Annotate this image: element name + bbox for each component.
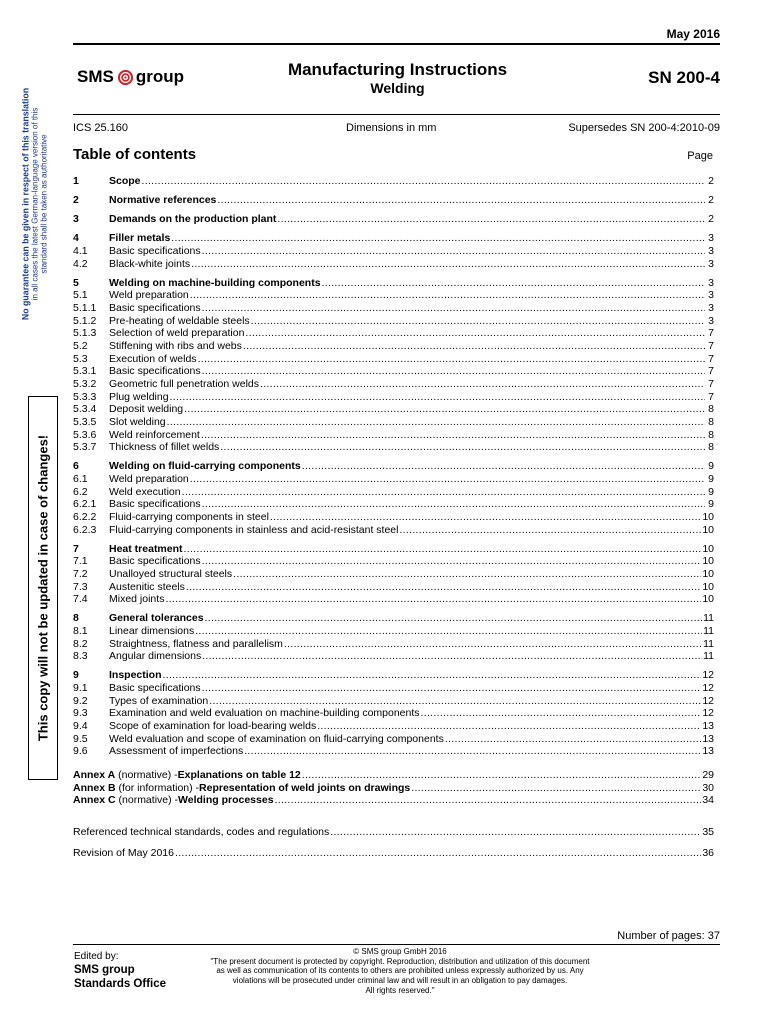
toc-entry-number: 9.1 (73, 682, 88, 695)
toc-entry-title: Welding on fluid-carrying components (109, 460, 301, 473)
toc-entry-page: 7 (708, 327, 714, 340)
translation-disclaimer (18, 48, 52, 360)
toc-entry-number: 6.2 (73, 485, 88, 498)
toc-extra-page: 35 (702, 826, 714, 838)
toc-entry-title: Filler metals (109, 232, 171, 245)
toc-leader-dots (251, 315, 705, 328)
toc-heading: Table of contents (73, 146, 197, 163)
toc-entry-number: 6.2.1 (73, 498, 97, 511)
toc-entry-page: 13 (702, 719, 714, 732)
header-rule-bottom (73, 114, 720, 115)
toc-entry[interactable] (73, 581, 714, 594)
toc-entry-number: 8.1 (73, 625, 88, 637)
annex-entry[interactable] (73, 769, 714, 782)
toc-entry[interactable] (73, 277, 714, 290)
toc-entry-page: 11 (703, 637, 714, 650)
toc-leader-dots (198, 353, 705, 366)
toc-entry-page: 7 (708, 340, 714, 353)
toc-leader-dots (175, 847, 701, 860)
org-line-2: Standards Office (74, 978, 167, 990)
org-line-1: SMS group (74, 964, 135, 976)
toc-entry-title: Basic specifications (109, 682, 201, 695)
toc-entry-number: 5.1 (73, 289, 88, 302)
toc-leader-dots (201, 429, 705, 442)
toc-entry-title: Straightness, flatness and parallelism (109, 637, 283, 650)
toc-leader-dots (190, 473, 705, 486)
toc-entry-page: 10 (702, 580, 714, 593)
toc-leader-dots (302, 769, 702, 782)
toc-entry-title: Normative references (109, 194, 217, 207)
update-notice-box (28, 396, 58, 780)
toc-entry-number: 6.1 (73, 472, 88, 485)
toc-entry-number: 9.2 (73, 694, 88, 707)
toc-leader-dots (330, 826, 701, 839)
toc-leader-dots (220, 441, 705, 454)
toc-entry-title: Basic specifications (109, 245, 201, 258)
toc-leader-dots (284, 638, 702, 651)
toc-entry-number: 9 (73, 669, 79, 682)
toc-entry[interactable] (73, 416, 714, 429)
toc-entry[interactable] (73, 353, 714, 366)
toc-leader-dots (184, 543, 702, 556)
toc-entry-page: 13 (702, 732, 714, 745)
toc-leader-dots (270, 511, 701, 524)
toc-entry-page: 11 (703, 650, 714, 663)
toc-entry-title: Weld execution (109, 485, 181, 498)
toc-entry-title: Assessment of imperfections (109, 745, 244, 758)
legal-line-1: "The present document is protected by copyright. Reproduction, distribution and utilization of this document (210, 956, 590, 966)
disclaimer-line-2: in all cases the latest German-language version of this (30, 107, 40, 301)
toc-entry-page: 10 (702, 555, 714, 568)
toc-leader-dots (421, 707, 702, 720)
toc-entry-page: 9 (708, 485, 714, 498)
toc-entry-number: 8 (73, 612, 79, 625)
toc-entry-title: Plug welding (109, 390, 169, 403)
toc-leader-dots (302, 460, 705, 473)
toc-leader-dots (411, 782, 701, 795)
toc-entry-number: 7.1 (73, 555, 88, 568)
supersedes-note: Supersedes SN 200-4:2010-09 (568, 122, 720, 134)
copyright-line: © SMS group GmbH 2016 (353, 947, 447, 956)
toc-page-label: Page (687, 150, 713, 162)
toc-entry-page: 2 (708, 194, 714, 207)
toc-entry-page: 10 (702, 510, 714, 523)
toc-leader-dots (170, 391, 705, 404)
toc-entry-number: 5 (73, 276, 79, 289)
toc-entry-title: Basic specifications (109, 302, 201, 315)
toc-entry[interactable] (73, 378, 714, 391)
toc-entry-title: Unalloyed structural steels (109, 567, 233, 580)
header-rule-top (73, 43, 720, 45)
toc-entry[interactable] (73, 543, 714, 556)
annex-list (73, 769, 714, 807)
ics-code: ICS 25.160 (73, 122, 129, 134)
toc-entry-number: 5.2 (73, 340, 88, 353)
toc-entry[interactable] (73, 365, 714, 378)
toc-entry-title: Black-white joints (109, 257, 191, 270)
toc-entry-number: 5.3.3 (73, 390, 97, 403)
toc-entry[interactable] (73, 682, 714, 695)
legal-line-2: as well as communication of its contents to others are prohibited unless expressly authorized by us. Any (216, 966, 584, 976)
toc-leader-dots (244, 745, 701, 758)
toc-entry-title: Scope of examination for load-bearing welds (109, 719, 317, 732)
toc-entry[interactable] (73, 289, 714, 302)
toc-extra-page: 36 (702, 846, 714, 859)
toc-entry-title: Welding on machine-building components (109, 276, 321, 289)
toc-entry[interactable] (73, 403, 714, 416)
toc-entry-page: 2 (708, 213, 714, 226)
toc-entry-page: 9 (708, 472, 714, 485)
toc-entry-number: 1 (73, 175, 79, 187)
standard-number: SN 200-4 (648, 68, 720, 87)
toc-entry-page: 7 (708, 390, 714, 403)
toc-entry-title: Weld reinforcement (109, 428, 200, 441)
toc-entry-number: 6.2.2 (73, 510, 97, 523)
toc-leader-dots (445, 733, 701, 746)
toc-entry-number: 7.2 (73, 567, 88, 580)
toc-leader-dots (195, 625, 702, 638)
toc-entry-title: Weld preparation (109, 472, 189, 485)
toc-entry-title: Scope (109, 175, 141, 187)
toc-entry-page: 8 (708, 403, 714, 416)
copyright-notice (180, 947, 620, 996)
toc-entry-page: 10 (702, 523, 714, 536)
logo-text-group: group (135, 67, 184, 86)
annex-label: Annex C (73, 794, 116, 807)
toc-entry-page: 10 (702, 542, 714, 555)
toc-entry-title: Heat treatment (109, 542, 183, 555)
toc-entry-number: 9.3 (73, 707, 88, 720)
toc-entry[interactable] (73, 340, 714, 353)
toc-entry-number: 9.6 (73, 745, 88, 758)
toc-entry-number: 9.4 (73, 719, 88, 732)
toc-entry[interactable] (73, 650, 714, 663)
toc-leader-dots (182, 486, 705, 499)
toc-entry-page: 3 (708, 314, 714, 327)
toc-entry-title: Pre-heating of weldable steels (109, 314, 250, 327)
toc-entry-number: 4.2 (73, 257, 88, 270)
toc-leader-dots (190, 289, 705, 302)
toc-entry-number: 5.3.6 (73, 428, 97, 441)
toc-leader-dots (317, 720, 701, 733)
toc-entry-title: Fluid-carrying components in steel (109, 510, 269, 523)
toc-entry-page: 13 (702, 745, 714, 758)
toc-entry-page: 9 (708, 460, 714, 473)
toc-entry-page: 8 (708, 428, 714, 441)
toc-entry-number: 5.3.1 (73, 365, 97, 378)
toc-entry[interactable] (73, 473, 714, 486)
toc-leader-dots (191, 258, 705, 271)
sms-group-logo (77, 67, 184, 87)
disclaimer-line-3: standard shall be taken as authoritative (39, 134, 49, 274)
toc-entry[interactable] (73, 733, 714, 746)
annex-page: 29 (702, 769, 714, 781)
toc-leader-dots (322, 277, 705, 290)
toc-entry[interactable] (73, 232, 714, 245)
annex-type: (for information) - (118, 781, 200, 794)
document-title: Manufacturing Instructions (287, 60, 508, 79)
toc-entry[interactable] (73, 568, 714, 581)
toc-entry-number: 5.3.2 (73, 377, 97, 390)
toc-entry[interactable] (73, 707, 714, 720)
toc-entry[interactable] (73, 429, 714, 442)
toc-entry[interactable] (73, 486, 714, 499)
toc-entry-page: 7 (708, 352, 714, 365)
toc-entry[interactable] (73, 638, 714, 651)
toc-entry-page: 3 (708, 276, 714, 289)
toc-entry-title: Slot welding (109, 415, 166, 428)
issue-date: May 2016 (666, 27, 720, 41)
toc-entry[interactable] (73, 720, 714, 733)
toc-entry[interactable] (73, 175, 714, 188)
toc-leader-dots (245, 327, 705, 340)
toc-entry-page: 8 (708, 441, 714, 454)
toc-entry[interactable] (73, 625, 714, 638)
annex-title: Representation of weld joints on drawings (199, 781, 411, 794)
toc-entry-title: Types of examination (109, 694, 209, 707)
annex-page: 34 (702, 794, 714, 807)
toc-entry-page: 10 (702, 567, 714, 580)
toc-entry-number: 5.3.5 (73, 415, 97, 428)
toc-entry[interactable] (73, 555, 714, 568)
toc-entry[interactable] (73, 245, 714, 258)
toc-entry-title: General tolerances (109, 612, 204, 625)
toc-extra-title: Revision of May 2016 (73, 846, 174, 859)
toc-entry-page: 3 (708, 302, 714, 315)
toc-entry-page: 3 (708, 289, 714, 302)
toc-leader-dots (202, 555, 702, 568)
annex-entry[interactable] (73, 782, 714, 795)
toc-extra-entry[interactable] (73, 847, 714, 860)
toc-entry-number: 6.2.3 (73, 523, 97, 536)
toc-entry-page: 11 (703, 612, 714, 625)
toc-extra-title: Referenced technical standards, codes and regulations (73, 826, 330, 838)
toc-leader-dots (202, 498, 705, 511)
toc-entry[interactable] (73, 302, 714, 315)
toc-entry-page: 7 (708, 377, 714, 390)
disclaimer-line-1: No guarantee can be given in respect of this translation (20, 87, 31, 321)
toc-leader-dots (186, 581, 701, 594)
toc-leader-dots (275, 794, 702, 807)
toc-entry-number: 9.5 (73, 732, 88, 745)
edited-by-label: Edited by: (74, 951, 119, 962)
toc-entry[interactable] (73, 511, 714, 524)
toc-entry-page: 3 (708, 245, 714, 258)
update-notice: This copy will not be updated in case of changes! (35, 434, 51, 742)
annex-label: Annex A (73, 769, 116, 781)
toc-leader-dots (233, 568, 701, 581)
toc-leader-dots (167, 416, 705, 429)
annex-title: Welding processes (178, 794, 274, 807)
toc-entry-title: Inspection (109, 669, 162, 682)
toc-entry-number: 5.1.3 (73, 327, 97, 340)
toc-entry-number: 5.3.7 (73, 441, 97, 454)
toc-entry-title: Angular dimensions (109, 650, 202, 663)
toc-entry-title: Geometric full penetration welds (109, 377, 259, 390)
logo-text-sms: SMS (77, 67, 114, 86)
toc-leader-dots (184, 403, 705, 416)
toc-entry[interactable] (73, 258, 714, 271)
toc-entry-title: Austenitic steels (109, 580, 185, 593)
toc-entry-number: 4.1 (73, 245, 88, 258)
toc-entry-number: 7.4 (73, 593, 88, 606)
toc-entry-title: Fluid-carrying components in stainless and acid-resistant steel (109, 523, 399, 536)
toc-entry-number: 8.3 (73, 650, 88, 663)
legal-line-4: All rights reserved." (365, 985, 435, 995)
toc-entry-title: Weld evaluation and scope of examination on fluid-carrying components (109, 732, 444, 745)
toc-entry[interactable] (73, 695, 714, 708)
annex-type: (normative) - (118, 794, 179, 807)
toc-entry-number: 7 (73, 542, 79, 555)
toc-leader-dots (202, 365, 705, 378)
toc-entry-number: 4 (73, 232, 79, 245)
toc-entry-page: 8 (708, 415, 714, 428)
logo-ring-icon (118, 70, 133, 85)
toc-leader-dots (205, 612, 703, 625)
toc-entry-number: 3 (73, 213, 79, 226)
extra-list (73, 826, 714, 859)
editor-organization (74, 963, 166, 991)
annex-label: Annex B (73, 781, 116, 794)
annex-entry[interactable] (73, 794, 714, 807)
toc-entry-number: 5.3.4 (73, 403, 97, 416)
toc-entry-title: Stiffening with ribs and webs (109, 340, 242, 353)
toc-entry-title: Basic specifications (109, 365, 201, 378)
toc-entry[interactable] (73, 441, 714, 454)
toc-leader-dots (142, 175, 705, 188)
document-subtitle: Welding (370, 80, 425, 96)
toc-entry-page: 12 (702, 707, 714, 720)
toc-entry[interactable] (73, 524, 714, 537)
toc-leader-dots (260, 378, 705, 391)
toc-entry-title: Mixed joints (109, 593, 165, 606)
toc-leader-dots (209, 695, 701, 708)
toc-entry-page: 10 (702, 593, 714, 606)
toc-entry-page: 11 (703, 625, 714, 637)
toc-entry-title: Examination and weld evaluation on machine-building components (109, 707, 420, 720)
toc-entry-title: Deposit welding (109, 403, 184, 416)
toc-entry-title: Selection of weld preparation (109, 327, 245, 340)
toc-leader-dots (202, 650, 702, 663)
toc-entry-title: Basic specifications (109, 498, 201, 511)
page-count: Number of pages: 37 (617, 930, 720, 942)
toc-entry-page: 3 (708, 257, 714, 270)
toc-extra-entry[interactable] (73, 826, 714, 839)
toc-entry[interactable] (73, 498, 714, 511)
toc-leader-dots (202, 682, 702, 695)
toc-entry-number: 5.1.2 (73, 314, 97, 327)
toc-leader-dots (165, 593, 701, 606)
toc-entry-page: 9 (708, 498, 714, 511)
annex-type: (normative) - (118, 769, 178, 781)
toc-leader-dots (202, 245, 705, 258)
toc-leader-dots (243, 340, 705, 353)
annex-title: Explanations on table 12 (177, 769, 301, 781)
toc-entry-title: Weld preparation (109, 289, 189, 302)
toc-entry-title: Demands on the production plant (109, 213, 277, 226)
toc-entry-title: Basic specifications (109, 555, 201, 568)
toc-entry[interactable] (73, 327, 714, 340)
toc-entry-number: 5.3 (73, 352, 88, 365)
toc-entry[interactable] (73, 593, 714, 606)
toc-entry-title: Execution of welds (109, 352, 197, 365)
toc-leader-dots (217, 194, 705, 207)
toc-entry-page: 7 (708, 365, 714, 378)
toc-entry[interactable] (73, 612, 714, 625)
legal-line-3: violations will be prosecuted under criminal law and will result in an obligation to pay damages. (232, 976, 568, 986)
toc-leader-dots (399, 524, 701, 537)
toc-entry-title: Thickness of fillet welds (109, 441, 220, 454)
toc-entry[interactable] (73, 669, 714, 682)
toc-list (73, 175, 714, 758)
toc-leader-dots (171, 232, 705, 245)
toc-entry[interactable] (73, 460, 714, 473)
toc-entry-page: 2 (708, 175, 714, 187)
toc-leader-dots (202, 302, 705, 315)
toc-entry-number: 5.1.1 (73, 302, 97, 315)
toc-entry[interactable] (73, 745, 714, 758)
toc-entry-number: 2 (73, 194, 79, 207)
toc-entry-page: 3 (708, 232, 714, 245)
footer-rule (73, 944, 720, 945)
toc-entry[interactable] (73, 213, 714, 226)
toc-leader-dots (277, 213, 705, 226)
toc-entry[interactable] (73, 315, 714, 328)
toc-entry[interactable] (73, 194, 714, 207)
toc-entry-title: Linear dimensions (109, 625, 195, 637)
toc-leader-dots (163, 669, 702, 682)
toc-entry-page: 12 (702, 694, 714, 707)
toc-entry[interactable] (73, 391, 714, 404)
annex-page: 30 (702, 781, 714, 794)
dimensions-note: Dimensions in mm (346, 122, 437, 134)
toc-entry-page: 12 (702, 669, 714, 682)
toc-entry-number: 8.2 (73, 637, 88, 650)
toc-entry-number: 7.3 (73, 580, 88, 593)
toc-entry-page: 12 (702, 682, 714, 695)
toc-entry-number: 6 (73, 460, 79, 473)
